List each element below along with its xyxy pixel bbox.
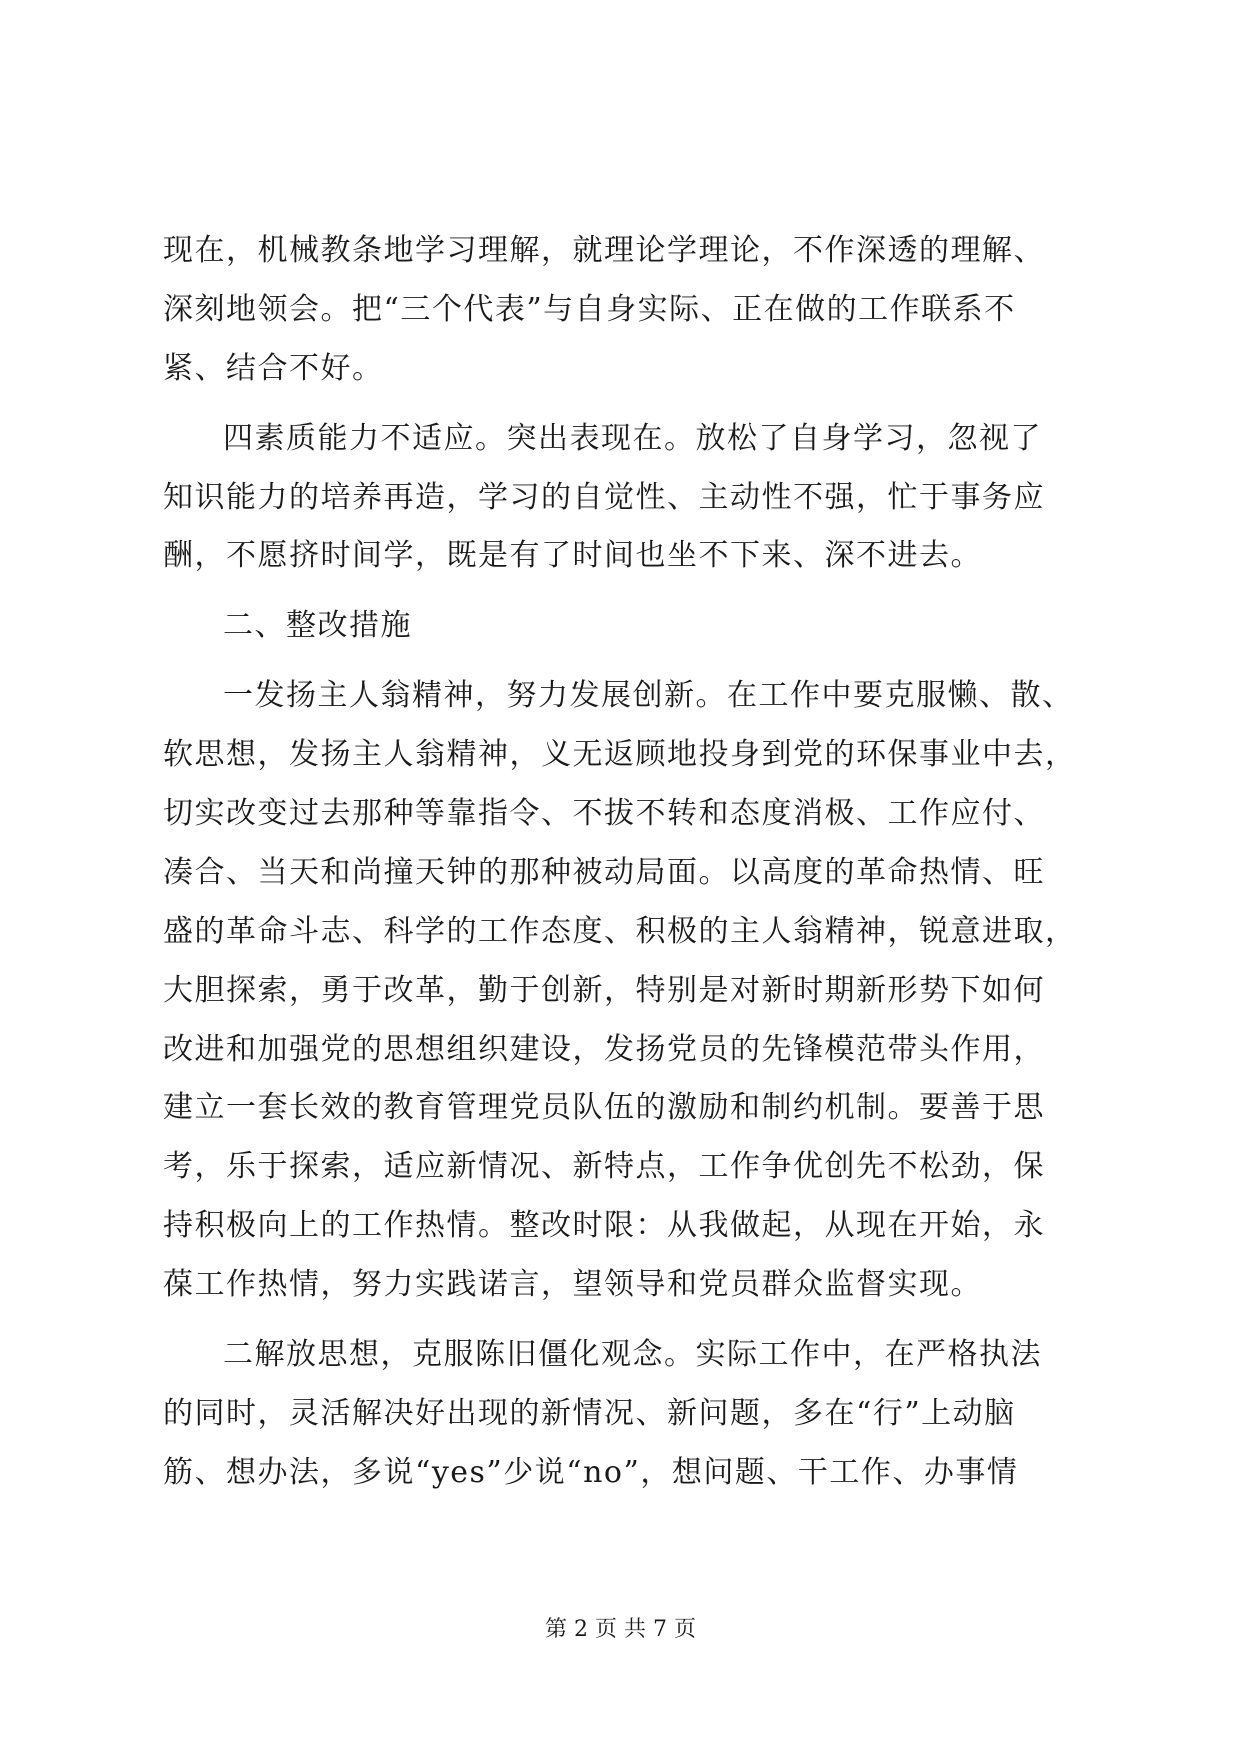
body-text [163,222,1083,1503]
text-line: 深刻地领会。把“三个代表”与自身实际、正在做的工作联系不 [163,291,1016,327]
paragraph-start-line: 四素质能力不适应。突出表现在。放松了自身学习，忽视了 [223,420,1042,456]
text-line: 持积极向上的工作热情。整改时限：从我做起，从现在开始，永 [163,1208,1045,1244]
text-line: 的同时，灵活解决好出现的新情况、新问题，多在“行”上动脑 [163,1395,1016,1431]
text-line: 现在，机械教条地学习理解，就理论学理论，不作深透的理解、 [163,233,1045,268]
text-line: 知识能力的培养再造，学习的自觉性、主动性不强，忙于事务应 [163,479,1045,515]
section-heading: 二、整改措施 [223,608,412,644]
text-line: 筋、想办法，多说“yes”少说“no”，想问题、干工作、办事情 [163,1454,1019,1490]
page-number-footer: 第 2 页 共 7 页 [545,1617,696,1642]
text-line: 考，乐于探索，适应新情况、新特点，工作争优创先不松劲，保 [163,1149,1045,1185]
text-line: 紧、结合不好。 [163,350,384,386]
text-line: 建立一套长效的教育管理党员队伍的激励和制约机制。要善于思 [163,1090,1045,1126]
text-line: 切实改变过去那种等靠指令、不拔不转和态度消极、工作应付、 [163,796,1045,832]
paragraph-start-line: 一发扬主人翁精神，努力发展创新。在工作中要克服懒、散、 [223,678,1074,714]
text-line: 软思想，发扬主人翁精神，义无返顾地投身到党的环保事业中去， [163,737,1077,773]
text-line: 改进和加强党的思想组织建设，发扬党员的先锋模范带头作用， [163,1031,1045,1067]
text-line: 凑合、当天和尚撞天钟的那种被动局面。以高度的革命热情、旺 [163,854,1045,890]
paragraph-start-line: 二解放思想，克服陈旧僵化观念。实际工作中，在严格执法 [223,1337,1042,1373]
text-line: 盛的革命斗志、科学的工作态度、积极的主人翁精神，锐意进取， [163,913,1077,949]
text-line: 酬，不愿挤时间学，既是有了时间也坐不下来、深不进去。 [163,538,982,574]
text-line: 葆工作热情，努力实践诺言，望领导和党员群众监督实现。 [163,1267,982,1303]
text-line: 大胆探索，勇于改革，勤于创新，特别是对新时期新形势下如何 [163,972,1045,1008]
